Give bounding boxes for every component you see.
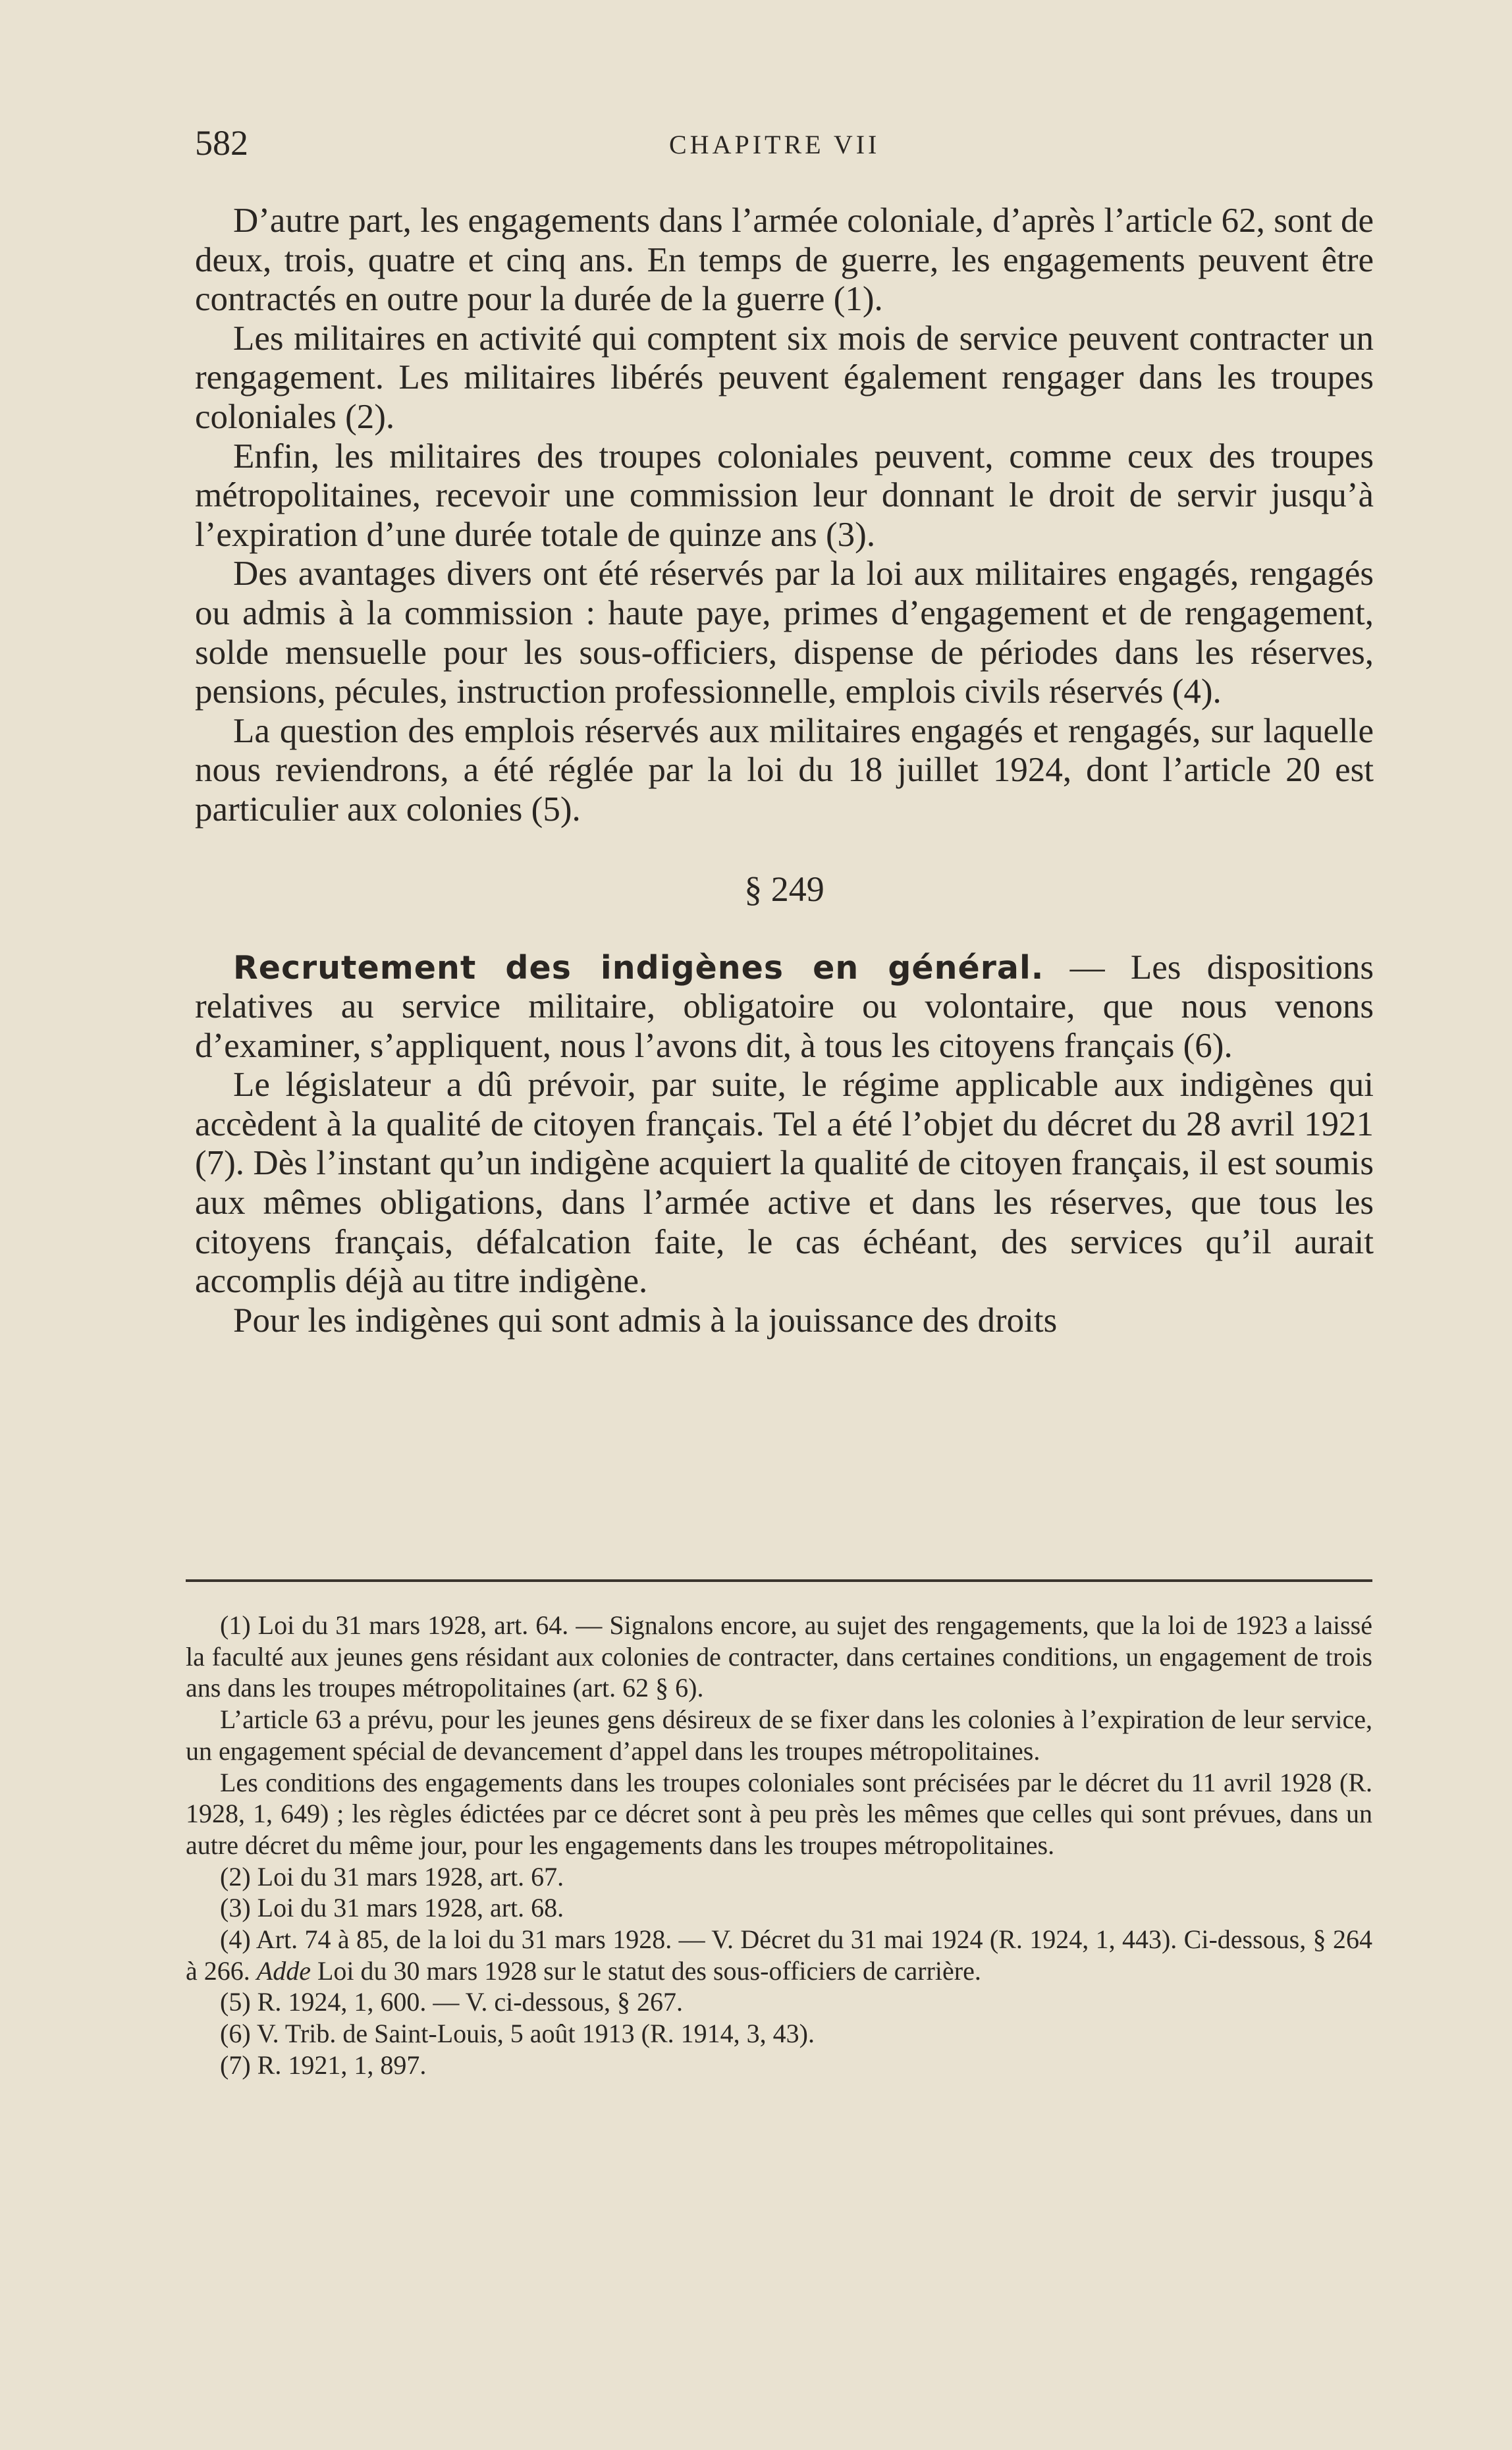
footnote-4-text: (4) Art. 74 à 85, de la loi du 31 mars 1928. — V. Décret du 31 mai 1924 (R. 1924, 1, 443). Ci-dessous, § 264 à 266. <box>186 1924 1372 1986</box>
paragraph-recrutement <box>195 948 1374 1066</box>
paragraph: Le législateur a dû prévoir, par suite, le régime applicable aux indigènes qui accèdent à la qualité de citoyen français. Tel a été l’objet du décret du 28 avril 1921 (7). Dès l’instant qu’un indigène acquiert la qualité de citoyen français, il est soumis aux mêmes obligations, dans l’armée active et dans les réserves, que tous les citoyens français, défalcation faite, le cas échéant, des services qu’il aurait accomplis déjà au titre indigène. <box>195 1066 1374 1301</box>
paragraph: D’autre part, les engagements dans l’armée coloniale, d’après l’article 62, sont de deux, trois, quatre et cinq ans. En temps de guerre, les engagements peuvent être contractés en outre pour la durée de la guerre (1). <box>195 202 1374 319</box>
footnote-4-adde: Adde <box>256 1955 311 1986</box>
footnote-3: (3) Loi du 31 mars 1928, art. 68. <box>220 1893 564 1923</box>
paragraph: Enfin, les militaires des troupes coloniales peuvent, comme ceux des troupes métropolitaines, recevoir une commission leur donnant le droit de servir jusqu’à l’expiration d’une durée totale de quinze ans (3). <box>195 437 1374 554</box>
footnote-4 <box>186 1924 1372 1986</box>
footnote-6: (6) V. Trib. de Saint-Louis, 5 août 1913 (R. 1914, 3, 43). <box>220 2019 815 2049</box>
footnotes <box>186 1610 1372 2081</box>
footnote-1-continued: L’article 63 a prévu, pour les jeunes gens désireux de se fixer dans les colonies à l’expiration de leur service, un engagement spécial de devancement d’appel dans les troupes métropolitaines. <box>186 1704 1372 1766</box>
main-text <box>195 202 1374 1340</box>
page-header <box>195 122 1374 169</box>
footnote-5: (5) R. 1924, 1, 600. — V. ci-dessous, § 267. <box>220 1987 683 2017</box>
footnote-1: (1) Loi du 31 mars 1928, art. 64. — Signalons encore, au sujet des rengagements, que la loi de 1923 a laissé la faculté aux jeunes gens résidant aux colonies de contracter, dans certaines conditions, un engagement de trois ans dans les troupes métropolitaines (art. 62 § 6). <box>186 1610 1372 1703</box>
paragraph: Pour les indigènes qui sont admis à la jouissance des droits <box>233 1301 1058 1340</box>
paragraph: La question des emplois réservés aux militaires engagés et rengagés, sur laquelle nous reviendrons, a été réglée par la loi du 18 juillet 1924, dont l’article 20 est particulier aux colonies (5). <box>195 711 1374 829</box>
running-head: CHAPITRE VII <box>669 130 880 159</box>
footnote-7: (7) R. 1921, 1, 897. <box>220 2050 427 2080</box>
paragraph: Les militaires en activité qui comptent six mois de service peuvent contracter un rengagement. Les militaires libérés peuvent également rengager dans les troupes coloniales (2). <box>195 319 1374 436</box>
footnote-rule <box>186 1579 1372 1582</box>
page-number: 582 <box>195 123 248 163</box>
run-in-heading: Recrutement des indigènes en général. <box>233 948 1044 987</box>
footnote-2: (2) Loi du 31 mars 1928, art. 67. <box>220 1861 564 1892</box>
paragraph-text: — Les dispositions relatives au service militaire, obligatoire ou volontaire, que nous venons d’examiner, s’appliquent, nous l’avons dit, à tous les citoyens français (6). <box>195 948 1374 1065</box>
footnote-4-text-end: Loi du 30 mars 1928 sur le statut des sous-officiers de carrière. <box>310 1955 981 1986</box>
footnote-1-continued: Les conditions des engagements dans les troupes coloniales sont précisées par le décret du 11 avril 1928 (R. 1928, 1, 649) ; les règles édictées par ce décret sont à peu près les mêmes que celles qui sont prévues, dans un autre décret du même jour, pour les engagements dans les troupes métropolitaines. <box>186 1767 1372 1860</box>
section-heading: § 249 <box>744 869 824 909</box>
paragraph: Des avantages divers ont été réservés par la loi aux militaires engagés, rengagés ou admis à la commission : haute paye, primes d’engagement et de rengagement, solde mensuelle pour les sous-officiers, dispense de périodes dans les réserves, pensions, pécules, instruction professionnelle, emplois civils réservés (4). <box>195 555 1374 711</box>
